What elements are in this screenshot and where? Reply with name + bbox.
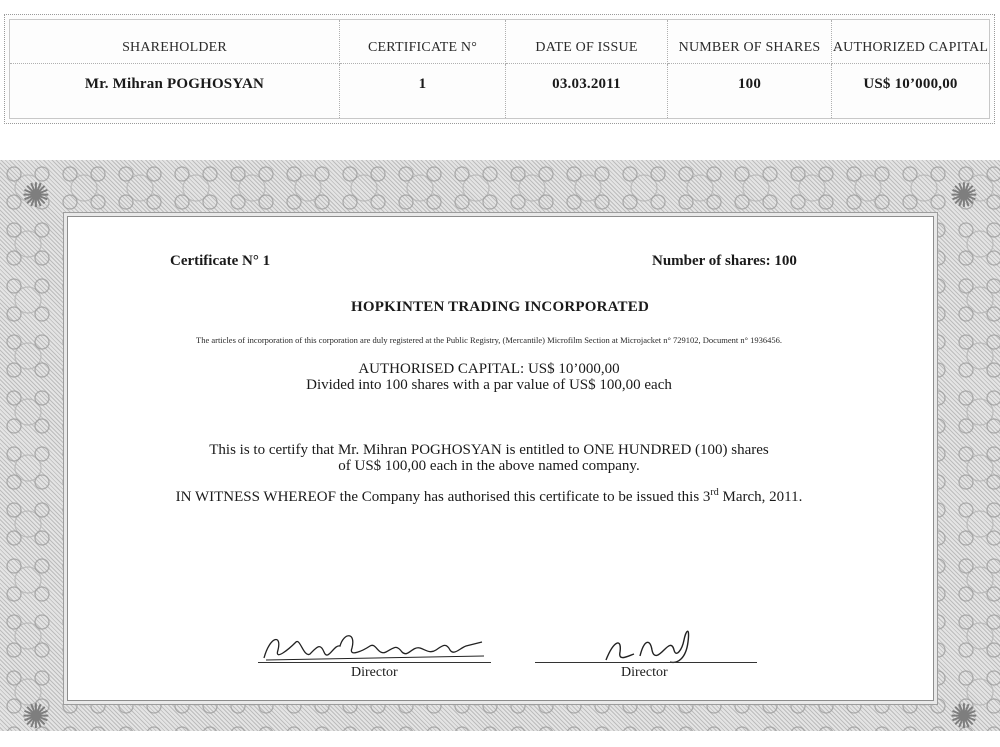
stub-value-certificate-no: 1 [340, 64, 506, 118]
stub-header-shareholder: SHAREHOLDER [10, 20, 340, 64]
signature-line-left [258, 662, 491, 663]
signature-line-right [535, 662, 757, 663]
certify-line-1: This is to certify that Mr. Mihran POGHOSYAN is entitled to ONE HUNDRED (100) shares [209, 442, 769, 458]
stub-header-authorized-capital: AUTHORIZED CAPITAL [832, 20, 989, 64]
stub-value-authorized-capital: US$ 10’000,00 [863, 75, 958, 92]
par-value-line: Divided into 100 shares with a par value of US$ 100,00 each [306, 377, 672, 393]
stub-value-number-of-shares: 100 [668, 64, 832, 118]
stub-value-date-of-issue: 03.03.2011 [506, 64, 668, 118]
certify-line-2: of US$ 100,00 each in the above named company. [338, 458, 640, 474]
certificate-number: Certificate N° 1 [170, 253, 271, 269]
ornament-rosette-icon: ✺ [21, 697, 51, 737]
capital-block [0, 361, 978, 393]
stub-header-certificate-no: CERTIFICATE N° [340, 20, 506, 64]
witness-text: IN WITNESS WHEREOF the Company has authorised this certificate to be issued this 3 [175, 489, 711, 505]
ornament-rosette-icon: ✺ [949, 176, 979, 216]
director-label-left: Director [351, 665, 398, 680]
authorised-capital: AUTHORISED CAPITAL: US$ 10’000,00 [358, 361, 620, 377]
stub-value-shareholder: Mr. Mihran POGHOSYAN [10, 64, 340, 118]
witness-date: March, 2011. [718, 489, 803, 505]
certificate-stub [4, 14, 995, 124]
stub-table [9, 19, 990, 119]
witness-statement [0, 487, 978, 506]
company-name: HOPKINTEN TRADING INCORPORATED [351, 299, 649, 315]
articles-of-incorporation: The articles of incorporation of this corporation are duly registered at the Public Registry, (Mercantile) Microfilm Section at Microjacket n° 729102, Document n° 1936456. [196, 335, 782, 345]
ornament-rosette-icon: ✺ [21, 176, 51, 216]
stub-header-date-of-issue: DATE OF ISSUE [506, 20, 668, 64]
number-of-shares: Number of shares: 100 [652, 253, 797, 269]
certification-text [0, 442, 978, 474]
stub-header-number-of-shares: NUMBER OF SHARES [668, 20, 832, 64]
witness-superscript: rd [710, 487, 719, 498]
ornament-rosette-icon: ✺ [949, 697, 979, 737]
director-label-right: Director [621, 665, 668, 680]
